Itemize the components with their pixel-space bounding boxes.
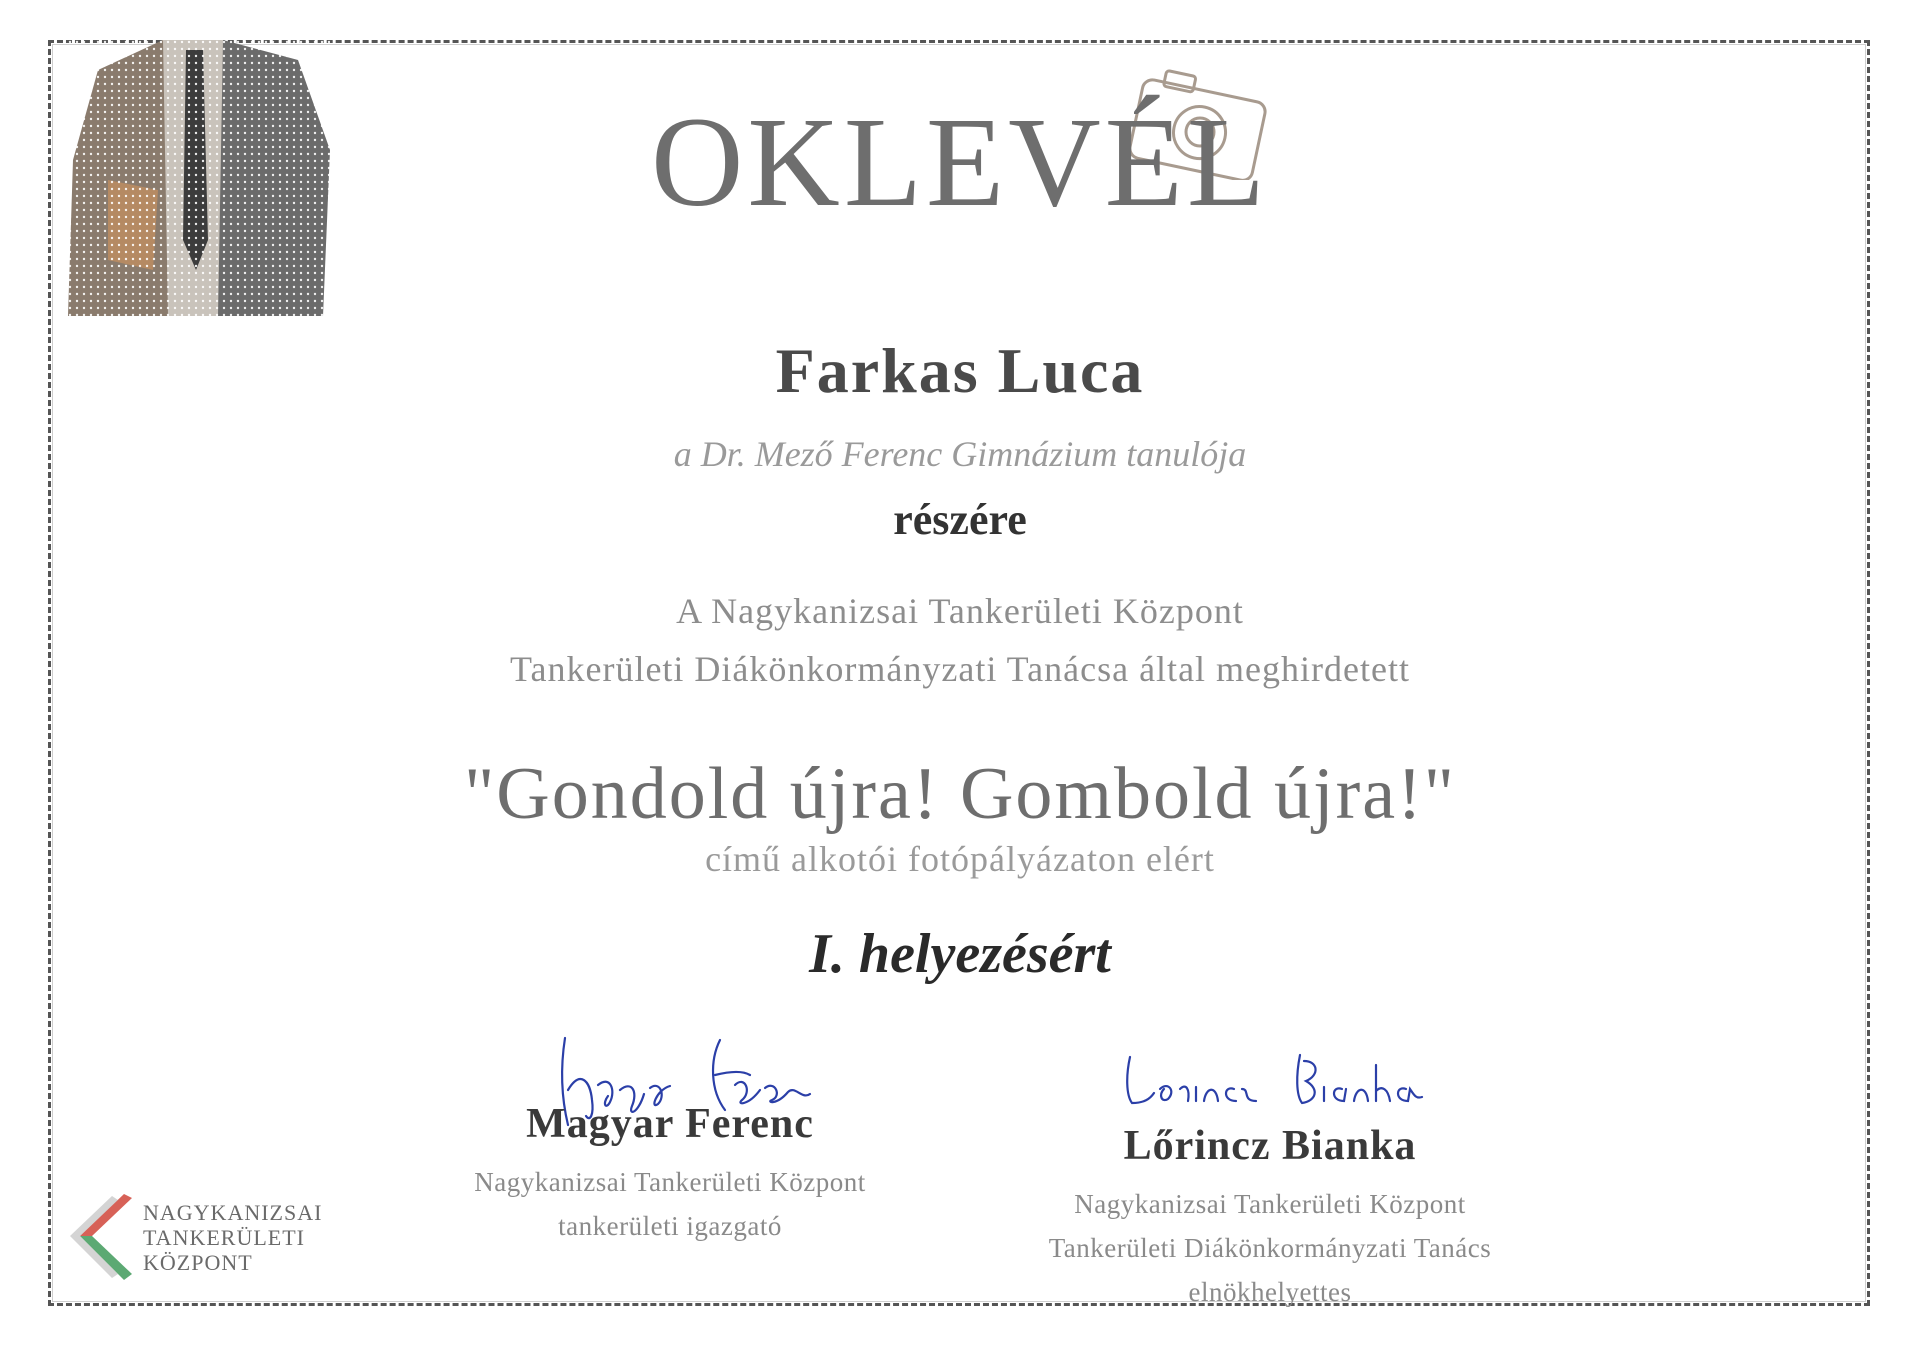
handwritten-signature-lorincz [1110,1030,1430,1130]
logo-line-2: TANKERÜLETI [143,1225,305,1250]
recipient-name: Farkas Luca [775,335,1145,406]
signer-name-right: Lőrincz Bianka [1123,1123,1417,1169]
signer-role-right-2: elnökhelyettes [1188,1277,1352,1307]
signer-role-right-1: Tankerületi Diákönkormányzati Tanács [1048,1233,1492,1263]
placement: I. helyezésért [809,923,1111,985]
organizer-line-1: A Nagykanizsai Tankerületi Központ [676,591,1244,631]
for-label: részére [893,495,1027,544]
organizer-line-2: Tankerületi Diákönkormányzati Tanácsa által meghirdetett [510,649,1410,689]
k-chevron-logo-icon [68,1188,132,1284]
certificate-title: OKLEVÉL [650,91,1270,233]
organization-logo [68,1188,368,1284]
signer-role-left: tankerületi igazgató [558,1211,782,1241]
competition-title: "Gondold újra! Gombold újra!" [464,753,1456,835]
signer-name-left: Magyar Ferenc [526,1101,814,1147]
signer-org-left: Nagykanizsai Tankerületi Központ [474,1167,866,1197]
logo-text [143,1200,322,1275]
school-line: a Dr. Mező Ferenc Gimnázium tanulója [673,434,1247,474]
logo-line-1: NAGYKANIZSAI [143,1200,323,1225]
signature-block-left [410,1030,930,1248]
signer-org-right: Nagykanizsai Tankerületi Központ [1074,1189,1466,1219]
signature-block-right [960,1030,1580,1314]
logo-line-3: KÖZPONT [143,1250,253,1275]
competition-subtitle: című alkotói fotópályázaton elért [705,839,1215,879]
